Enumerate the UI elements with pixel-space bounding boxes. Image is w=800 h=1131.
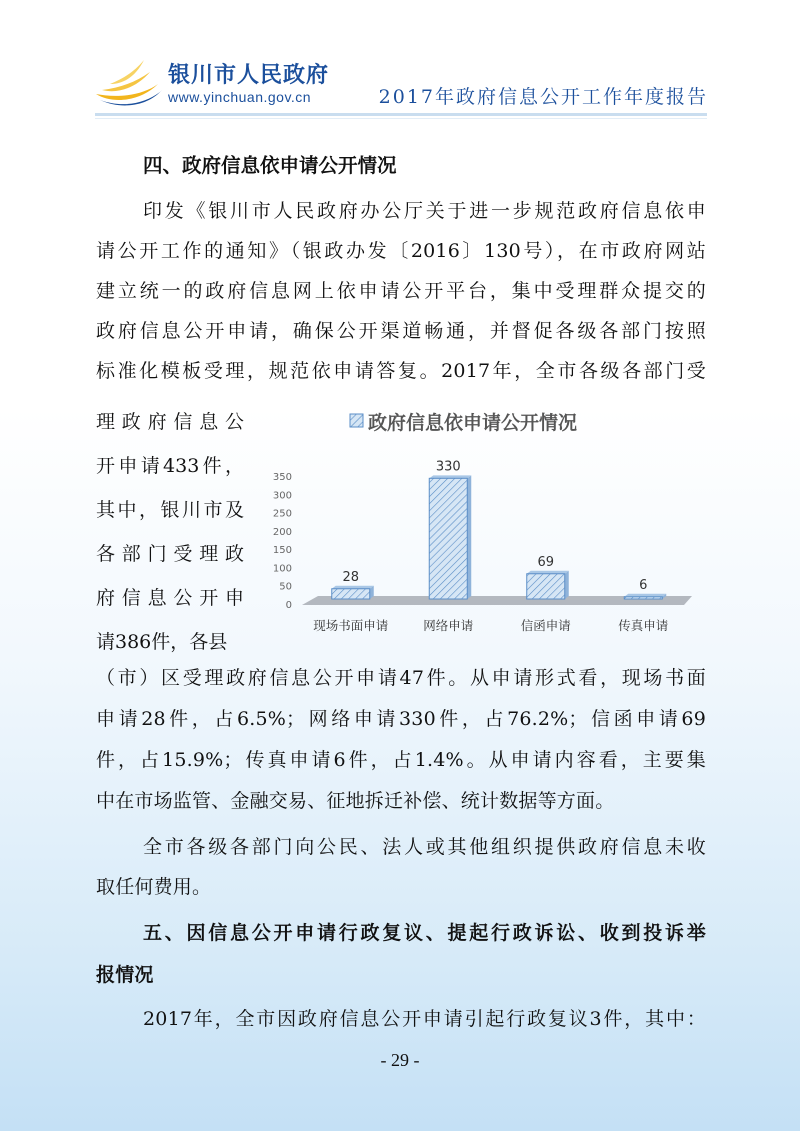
paragraph-line: 政府信息公开申请，确保公开渠道畅通，并督促各级各部门按照	[96, 320, 706, 342]
bar	[527, 574, 565, 599]
wheat-logo-icon	[92, 50, 164, 110]
paragraph-line: 2017年，全市因政府信息公开申请引起行政复议3件，其中：	[143, 1008, 706, 1030]
x-category-label: 信函申请	[520, 618, 571, 633]
site-name: 银川市人民政府	[168, 63, 330, 88]
y-tick-label: 0	[285, 600, 292, 611]
page-number: - 29 -	[380, 1050, 420, 1070]
y-tick-label: 150	[272, 545, 292, 557]
x-category-label: 传真申请	[618, 618, 669, 633]
report-title: 2017年政府信息公开工作年度报告	[378, 86, 708, 108]
bar-side	[565, 571, 569, 599]
x-category-label: 网络申请	[423, 618, 474, 633]
bar-chart	[262, 402, 702, 642]
paragraph-line: 印发《银川市人民政府办公厅关于进一步规范政府信息依申	[143, 200, 706, 222]
y-tick-label: 200	[272, 526, 292, 538]
bar-value-label: 330	[435, 459, 461, 475]
site-url[interactable]: www.yinchuan.gov.cn	[168, 89, 312, 105]
legend-swatch	[350, 414, 363, 427]
bar	[332, 589, 370, 599]
header-divider-thin	[95, 118, 707, 119]
bar	[429, 478, 467, 599]
bar-value-label: 69	[537, 554, 555, 570]
y-tick-label: 350	[272, 472, 292, 483]
section4-heading: 四、政府信息依申请公开情况	[143, 154, 397, 177]
bar-value-label: 28	[342, 569, 360, 585]
page-header	[0, 0, 800, 130]
section5-heading-line: 报情况	[96, 964, 154, 986]
paragraph-line: 中在市场监管、金融交易、征地拆迁补偿、统计数据等方面。	[96, 790, 615, 812]
paragraph-line: 全市各级各部门向公民、法人或其他组织提供政府信息未收	[143, 836, 706, 858]
y-tick-label: 250	[272, 508, 292, 520]
paragraph-line-narrow: 府信息公开申	[96, 587, 244, 609]
paragraph-line: 申请28件，占6.5%；网络申请330件，占76.2%；信函申请69	[96, 708, 706, 730]
paragraph-line: （市）区受理政府信息公开申请47件。从申请形式看，现场书面	[96, 667, 706, 689]
header-divider	[95, 113, 707, 116]
bar	[624, 597, 662, 599]
bar-value-label: 6	[639, 577, 648, 593]
paragraph-line-narrow: 其中，银川市及	[96, 499, 244, 521]
paragraph-line: 取任何费用。	[96, 876, 212, 898]
paragraph-line-narrow: 各部门受理政	[96, 543, 244, 565]
paragraph-line-narrow: 请386件，各县	[96, 631, 228, 653]
paragraph-line: 请公开工作的通知》（银政办发〔2016〕130号），在市政府网站	[96, 240, 706, 262]
y-tick-label: 300	[272, 490, 292, 502]
paragraph-line-narrow: 开申请433件，	[96, 455, 244, 477]
y-tick-label: 50	[279, 581, 292, 593]
paragraph-line: 标准化模板受理，规范依申请答复。2017年，全市各级各部门受	[96, 360, 706, 382]
x-category-label: 现场书面申请	[313, 618, 389, 633]
paragraph-line: 建立统一的政府信息网上依申请公开平台，集中受理群众提交的	[96, 280, 706, 302]
paragraph-line: 件，占15.9%；传真申请6件，占1.4%。从申请内容看，主要集	[96, 749, 706, 771]
y-tick-label: 100	[272, 563, 292, 575]
chart-title: 政府信息依申请公开情况	[368, 412, 578, 434]
bar-side	[467, 475, 471, 599]
paragraph-line-narrow: 理政府信息公	[96, 411, 244, 433]
section5-heading-line: 五、因信息公开申请行政复议、提起行政诉讼、收到投诉举	[143, 922, 706, 944]
